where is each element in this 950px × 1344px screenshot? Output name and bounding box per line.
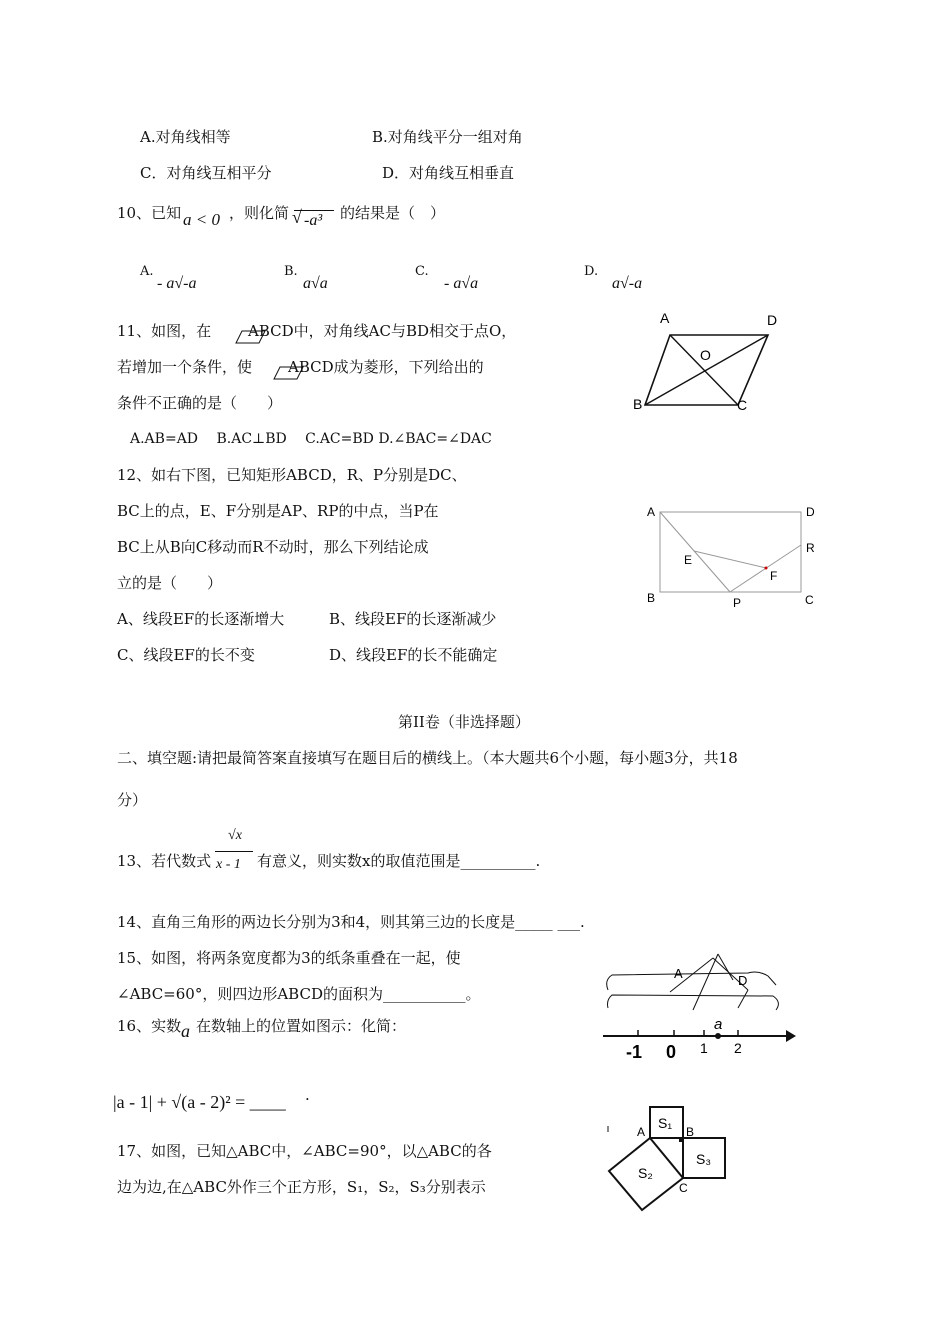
point-a-label: a (714, 1016, 723, 1033)
label-F: F (770, 569, 778, 583)
q9-option-d: D．对角线互相垂直 (382, 164, 515, 182)
q12-option-d: D、线段EF的长不能确定 (329, 646, 498, 664)
label-E: E (684, 553, 693, 567)
q12-line1: 12、如右下图，已知矩形ABCD，R、P分别是DC、 (117, 466, 467, 484)
q16-variable: a (181, 1021, 190, 1041)
tick-minus-one: -1 (626, 1042, 643, 1062)
tick-one: 1 (700, 1040, 708, 1056)
q11-line2b: ABCD成为菱形，下列给出的 (288, 358, 484, 376)
q10-option-a-label: A. (140, 264, 154, 279)
tick-zero: 0 (666, 1042, 677, 1062)
q16-dot: · (305, 1090, 310, 1108)
q10-option-d-label: D. (584, 264, 599, 279)
q16-expression: |a - 1| + √(a - 2)² = ____ (113, 1092, 286, 1112)
q10-option-b: a√a (303, 275, 328, 292)
q15-paper-strips-figure (598, 950, 808, 1020)
label-S2: S₂ (638, 1165, 653, 1181)
label-A: A (637, 1125, 646, 1139)
q10-option-b-label: B. (284, 264, 298, 279)
label-S1: S₁ (658, 1115, 673, 1131)
label-A: A (674, 966, 683, 981)
q10-stem-b: ，则化简 (229, 204, 290, 222)
label-B: B (647, 591, 656, 605)
q10-condition: a < 0 (183, 210, 220, 229)
q11-line3: 条件不正确的是（ ） (117, 394, 283, 412)
label-B: B (633, 396, 643, 412)
label-B: B (686, 1125, 695, 1139)
q12-rectangle-figure (640, 500, 820, 610)
q11-line1b: ABCD中，对角线AC与BD相交于点O， (248, 322, 517, 340)
section-intro-line1: 二、填空题:请把最简答案直接填写在题目后的横线上。（本大题共6个小题，每小题3分，共18 (117, 749, 738, 767)
label-P: P (733, 596, 742, 610)
q12-line4: 立的是（ ） (117, 574, 223, 592)
q13-numerator: √x (228, 828, 242, 843)
label-O: O (700, 347, 711, 363)
label-C: C (805, 593, 814, 607)
q10-option-a: - a√-a (157, 275, 197, 292)
q12-option-b: B、线段EF的长逐渐减少 (329, 610, 497, 628)
q13-stem-b: 有意义，则实数x的取值范围是__________. (257, 852, 541, 870)
q13-denominator: x - 1 (216, 857, 241, 872)
q17-line2: 边为边,在△ABC外作三个正方形，S₁，S₂，S₃分别表示 (117, 1178, 486, 1196)
q16-stem: 16、实数 (117, 1017, 182, 1035)
q9-option-c: C．对角线互相平分 (140, 164, 272, 182)
q16-stem-b: 在数轴上的位置如图示：化简： (196, 1017, 407, 1035)
q9-option-b: B.对角线平分一组对角 (372, 128, 523, 146)
label-R: R (806, 541, 815, 555)
q10-stem-c: 的结果是（ ） (340, 204, 446, 222)
q13-fraction-bar (215, 851, 253, 852)
label-D: D (738, 973, 748, 988)
q17-squares-figure (600, 1104, 740, 1214)
q12-option-c: C、线段EF的长不变 (117, 646, 255, 664)
q11-line2a: 若增加一个条件，使 (117, 358, 253, 376)
q15-line1: 15、如图，将两条宽度都为3的纸条重叠在一起，使 (117, 949, 461, 967)
q11-options: A.AB=AD B.AC⊥BD C.AC=BD D.∠BAC=∠DAC (130, 431, 492, 447)
label-D: D (806, 505, 815, 519)
section-title: 第II卷（非选择题） (398, 713, 530, 731)
q10-radical: √ -a³ (294, 210, 334, 231)
q11-parallelogram-figure (628, 305, 788, 415)
q16-number-line-figure (598, 1018, 798, 1068)
q13-stem: 13、若代数式 (117, 852, 212, 870)
q15-line2: ∠ABC=60°，则四边形ABCD的面积为___________。 (117, 985, 481, 1003)
label-A: A (647, 505, 656, 519)
q10-stem: 10、已知 (117, 204, 182, 222)
label-C: C (737, 397, 748, 413)
q10-option-c-label: C. (415, 264, 429, 279)
label-S3: S₃ (696, 1151, 712, 1167)
q11-line1a: 11、如图，在 (117, 322, 212, 340)
tick-two: 2 (734, 1040, 742, 1056)
q10-option-d: a√-a (612, 275, 643, 292)
q9-option-a: A.对角线相等 (140, 128, 231, 146)
section-intro-line2: 分） (117, 791, 148, 809)
q12-line2: BC上的点，E、F分别是AP、RP的中点，当P在 (117, 502, 439, 520)
q17-line1: 17、如图，已知△ABC中，∠ABC=90°，以△ABC的各 (117, 1142, 492, 1160)
label-D: D (767, 312, 778, 328)
q10-option-c: - a√a (444, 275, 479, 292)
q10-radicand: -a³ (304, 212, 323, 229)
q12-option-a: A、线段EF的长逐渐增大 (117, 610, 285, 628)
q14-text: 14、直角三角形的两边长分别为3和4，则其第三边的长度是_____ ___. (117, 913, 585, 931)
label-C: C (679, 1181, 688, 1195)
q12-line3: BC上从B向C移动而R不动时，那么下列结论成 (117, 538, 429, 556)
label-A: A (660, 310, 670, 326)
